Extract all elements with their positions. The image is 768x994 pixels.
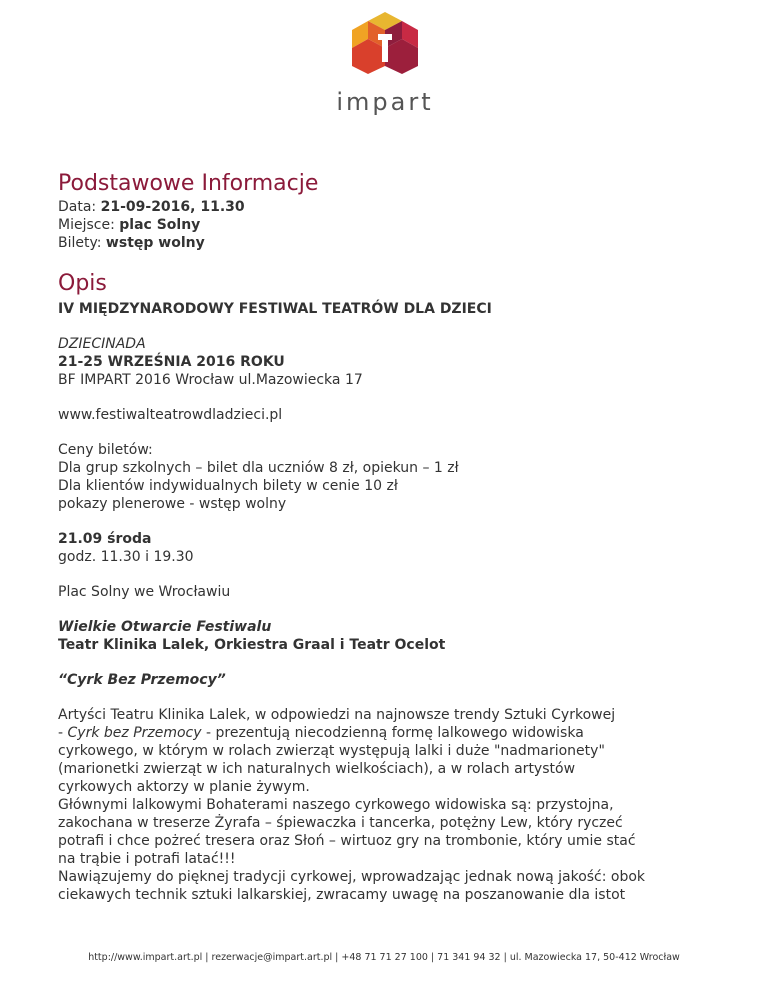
prices-block <box>58 441 718 513</box>
impart-logo-text: impart <box>336 88 434 116</box>
show-description <box>58 706 718 904</box>
place-value: plac Solny <box>119 217 201 233</box>
impart-logo <box>330 10 440 116</box>
day-place: Plac Solny we Wrocławiu <box>58 584 231 600</box>
place-label: Miejsce: <box>58 217 120 233</box>
paragraph-line: cyrkowego, w którym w rolach zwierząt występują lalki i duże "nadmarionety" <box>58 743 605 759</box>
opening-title: Wielkie Otwarcie Festiwalu <box>58 619 272 635</box>
place-row <box>58 216 718 234</box>
festival-title: IV MIĘDZYNARODOWY FESTIWAL TEATRÓW DLA DZIECI <box>58 301 492 317</box>
paragraph-line: zakochana w treserze Żyrafa – śpiewaczka i tancerka, potężny Lew, który ryczeć <box>58 815 623 831</box>
paragraph-line: Artyści Teatru Klinika Lalek, w odpowiedzi na najnowsze trendy Sztuki Cyrkowej <box>58 707 616 723</box>
price-line: Dla klientów indywidualnych bilety w cenie 10 zł <box>58 478 398 494</box>
opening-block <box>58 618 718 654</box>
paragraph-line: cyrkowych aktorzy w planie żywym. <box>58 779 310 795</box>
paragraph-line: Głównymi lalkowymi Bohaterami naszego cyrkowego widowiska są: przystojna, <box>58 797 614 813</box>
basic-info <box>58 198 718 252</box>
day-block <box>58 530 718 566</box>
opening-performers: Teatr Klinika Lalek, Orkiestra Graal i Teatr Ocelot <box>58 637 446 653</box>
paragraph-italic: Cyrk bez Przemocy <box>67 725 202 741</box>
basic-info-heading: Podstawowe Informacje <box>58 171 319 196</box>
website-link[interactable]: www.festiwalteatrowdladzieci.pl <box>58 407 283 423</box>
paragraph-line: (marionetki zwierząt w ich naturalnych wielkościach), a w rolach artystów <box>58 761 576 777</box>
paragraph-line: potrafi i chce pożreć tresera oraz Słoń – wirtuoz gry na trombonie, który umie stać <box>58 833 636 849</box>
price-line: pokazy plenerowe - wstęp wolny <box>58 496 287 512</box>
paragraph-line-2 <box>58 724 718 742</box>
tickets-label: Bilety: <box>58 235 106 251</box>
description-heading: Opis <box>58 271 107 296</box>
day-heading: 21.09 środa <box>58 531 152 547</box>
event-name: DZIECINADA <box>58 336 146 352</box>
paragraph-line: na trąbie i potrafi latać!!! <box>58 851 236 867</box>
price-line: Dla grup szkolnych – bilet dla uczniów 8 zł, opiekun – 1 zł <box>58 460 459 476</box>
tickets-row <box>58 234 718 252</box>
event-dates: 21-25 WRZEŚNIA 2016 ROKU <box>58 354 285 370</box>
show-title: “Cyrk Bez Przemocy” <box>58 672 226 688</box>
day-hours: godz. 11.30 i 19.30 <box>58 549 194 565</box>
paragraph-line: ciekawych technik sztuki lalkarskiej, zwracamy uwagę na poszanowanie dla istot <box>58 887 626 903</box>
event-block <box>58 335 718 389</box>
page-footer: http://www.impart.art.pl | rezerwacje@impart.art.pl | +48 71 71 27 100 | 71 341 94 32 | ul. Mazowiecka 17, 50-412 Wrocław <box>88 952 680 963</box>
price-line: Ceny biletów: <box>58 442 153 458</box>
tickets-value: wstęp wolny <box>105 235 205 251</box>
paragraph-rest: - prezentują niecodzienną formę lalkowego widowiska <box>201 725 584 741</box>
impart-logo-icon <box>350 10 420 76</box>
event-content <box>58 170 718 904</box>
date-row <box>58 198 718 216</box>
date-label: Data: <box>58 199 101 215</box>
paragraph-line: Nawiązujemy do pięknej tradycji cyrkowej, wprowadzając jednak nową jakość: obok <box>58 869 646 885</box>
event-venue: BF IMPART 2016 Wrocław ul.Mazowiecka 17 <box>58 372 363 388</box>
date-value: 21-09-2016, 11.30 <box>100 199 245 215</box>
paragraph-prefix: - <box>58 725 68 741</box>
